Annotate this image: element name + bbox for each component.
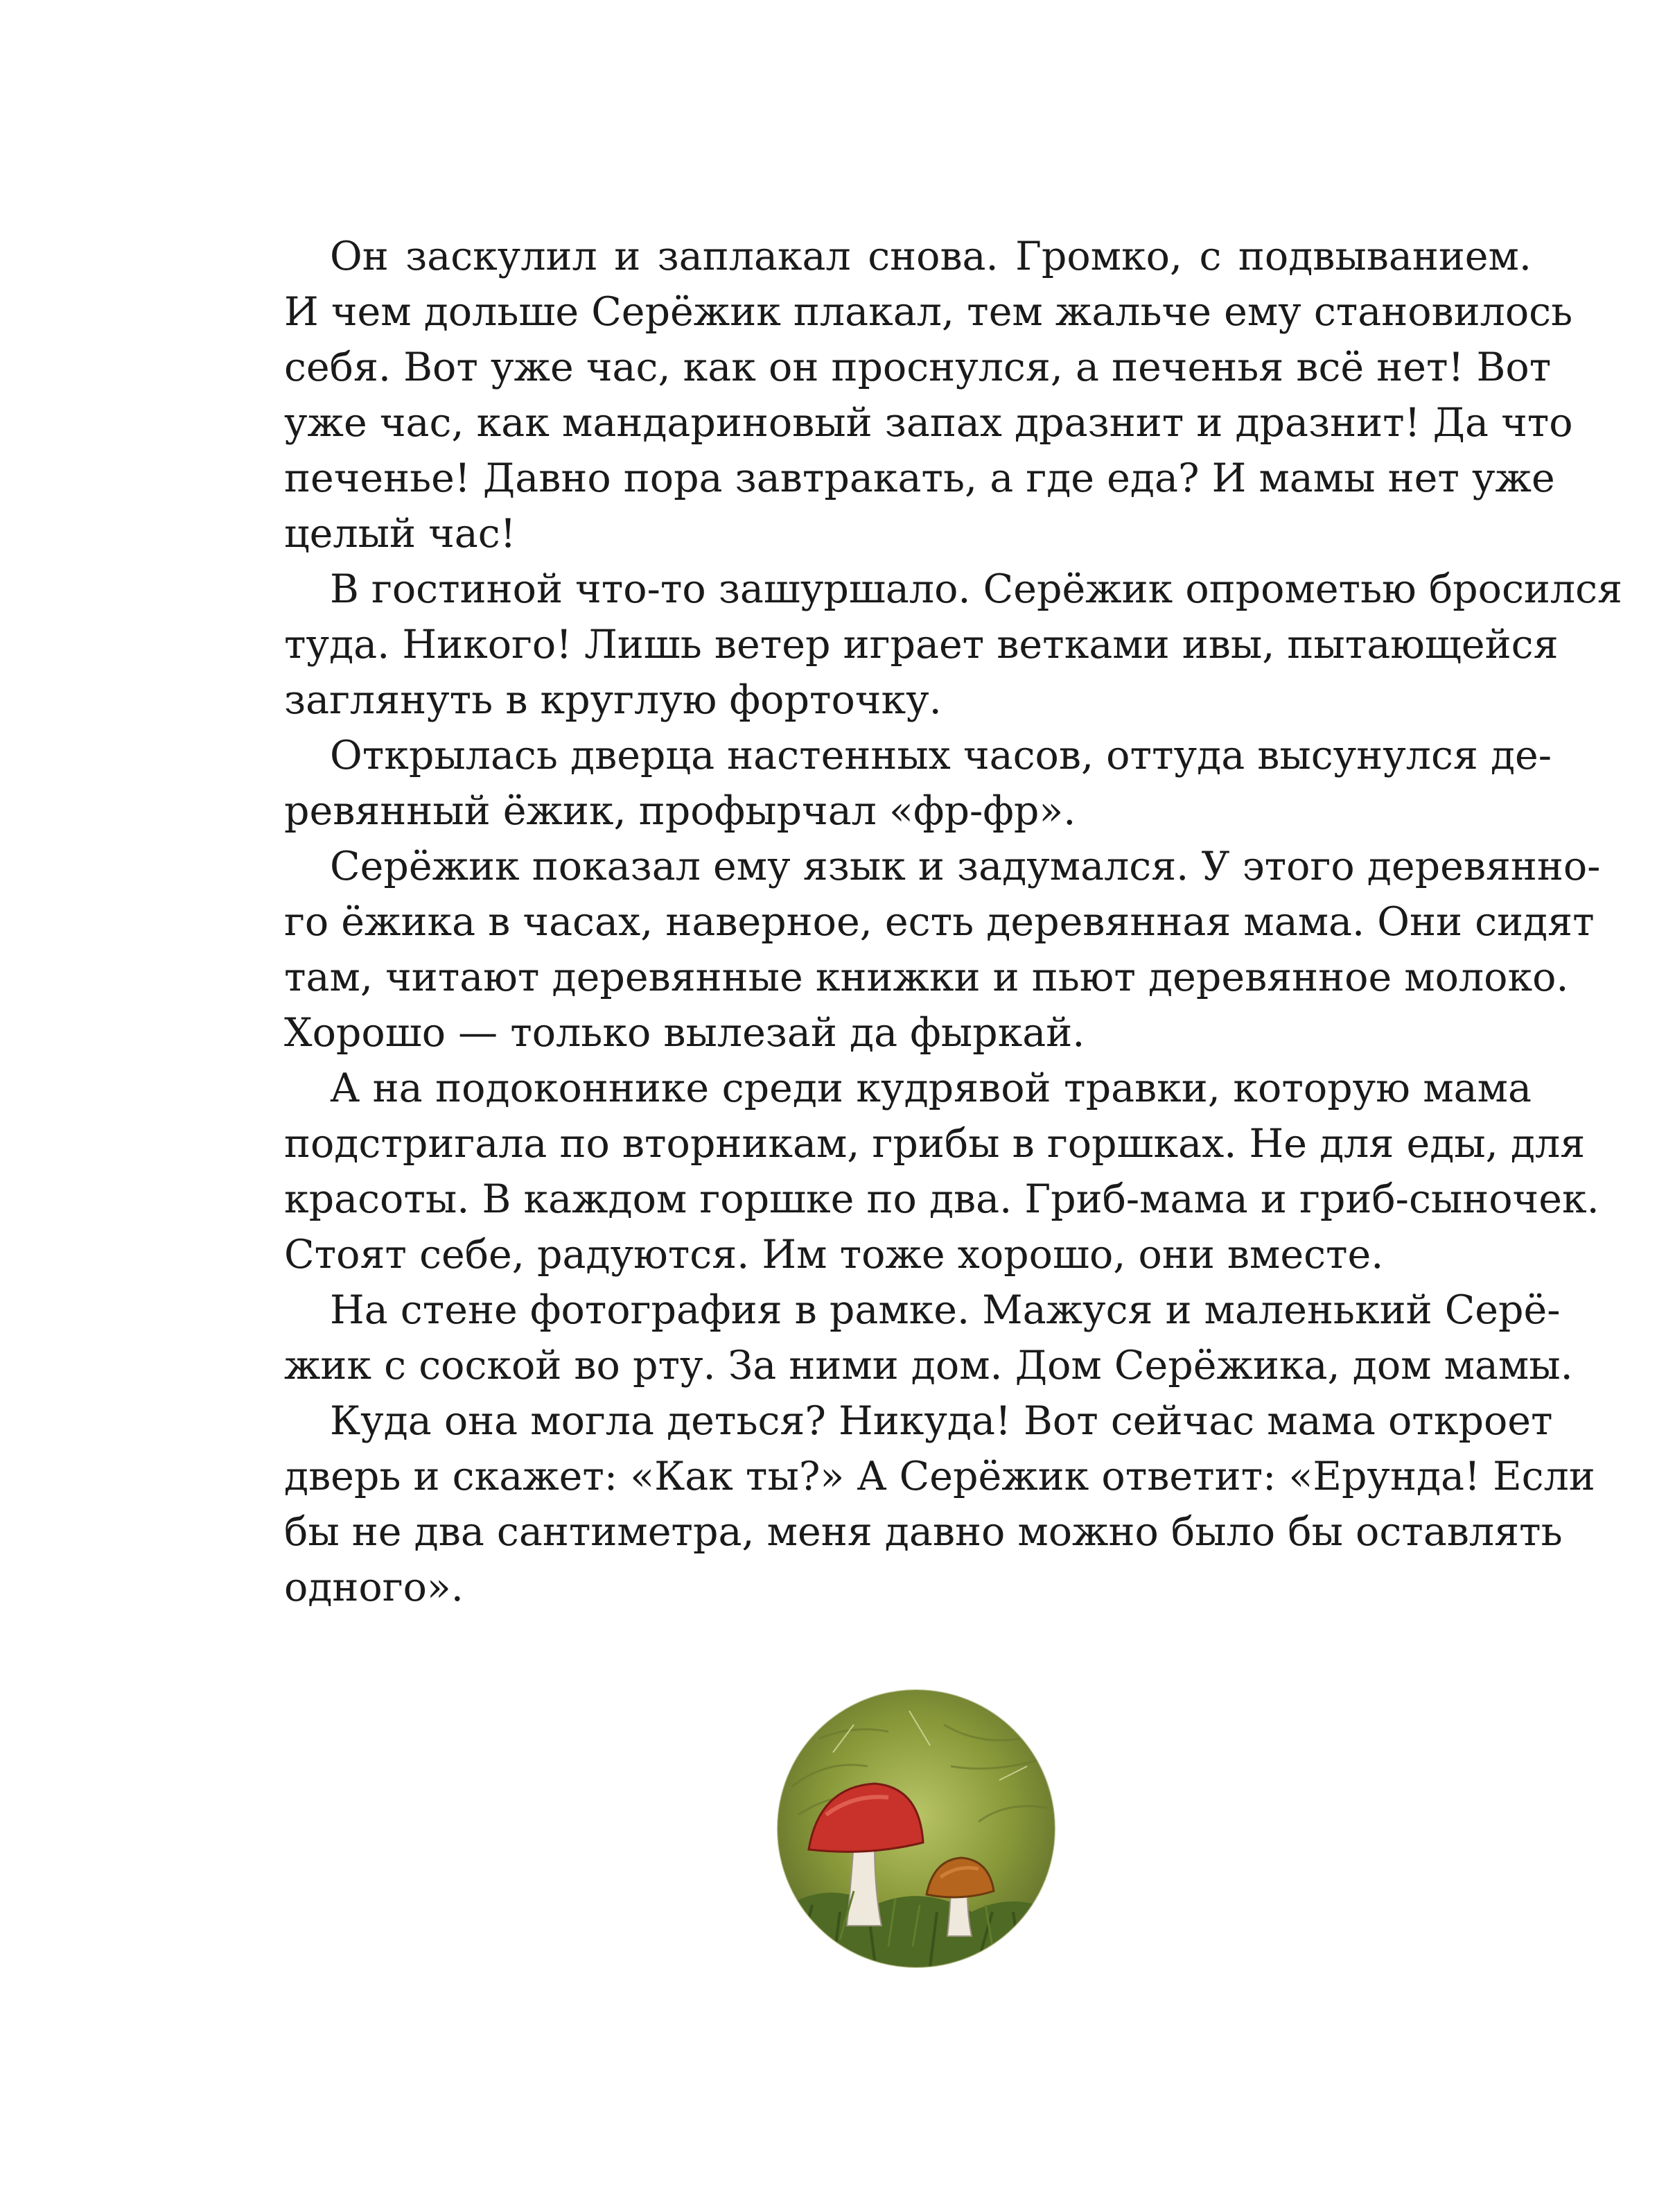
text-line: там, читают деревянные книжки и пьют деревянное молоко. [284,955,1569,1000]
text-line: заглянуть в круглую форточку. [284,677,942,723]
text-line: бы не два сантиметра, меня давно можно было бы оставлять [284,1509,1563,1555]
text-line: красоты. В каждом горшке по два. Гриб-мама и гриб-сыночек. [284,1176,1599,1222]
text-line: целый час! [284,511,516,557]
text-line: Куда она могла деться? Никуда! Вот сейчас мама откроет [330,1398,1553,1444]
text-line: Открылась дверца настенных часов, оттуда высунулся де- [330,733,1552,778]
text-line: Хорошо — только вылезай да фыркай. [284,1010,1085,1056]
text-line: жик с соской во рту. За ними дом. Дом Серёжика, дом мамы. [284,1343,1573,1388]
text-line: туда. Никого! Лишь ветер играет ветками ивы, пытающейся [284,622,1559,668]
story-text [284,229,1622,1615]
text-line: Серёжик показал ему язык и задумался. У этого деревянно- [330,844,1601,889]
text-line: В гостиной что-то зашуршало. Серёжик опрометью бросился [330,566,1622,612]
text-line: И чем дольше Серёжик плакал, тем жальче ему становилось [284,289,1573,335]
mushroom-vignette-icon [771,1683,1062,1974]
text-line: себя. Вот уже час, как он проснулся, а печенья всё нет! Вот [284,345,1552,390]
text-line: ревянный ёжик, профырчал «фр-фр». [284,788,1076,834]
text-line: А на подоконнике среди кудрявой травки, которую мама [330,1065,1532,1111]
text-line: дверь и скажет: «Как ты?» А Серёжик ответит: «Ерунда! Если [284,1454,1595,1499]
text-line: подстригала по вторникам, грибы в горшках. Не для еды, для [284,1121,1586,1167]
text-line: На стене фотография в рамке. Мажуся и маленький Серё- [330,1287,1561,1333]
text-line: одного». [284,1565,464,1610]
text-line: печенье! Давно пора завтракать, а где еда? И мамы нет уже [284,455,1555,501]
text-line: Он заскулил и заплакал снова. Громко, с подвыванием. [330,234,1532,279]
text-line: Стоят себе, радуются. Им тоже хорошо, они вместе. [284,1232,1384,1278]
text-line: уже час, как мандариновый запах дразнит и дразнит! Да что [284,400,1573,446]
text-line: го ёжика в часах, наверное, есть деревянная мама. Они сидят [284,899,1595,945]
